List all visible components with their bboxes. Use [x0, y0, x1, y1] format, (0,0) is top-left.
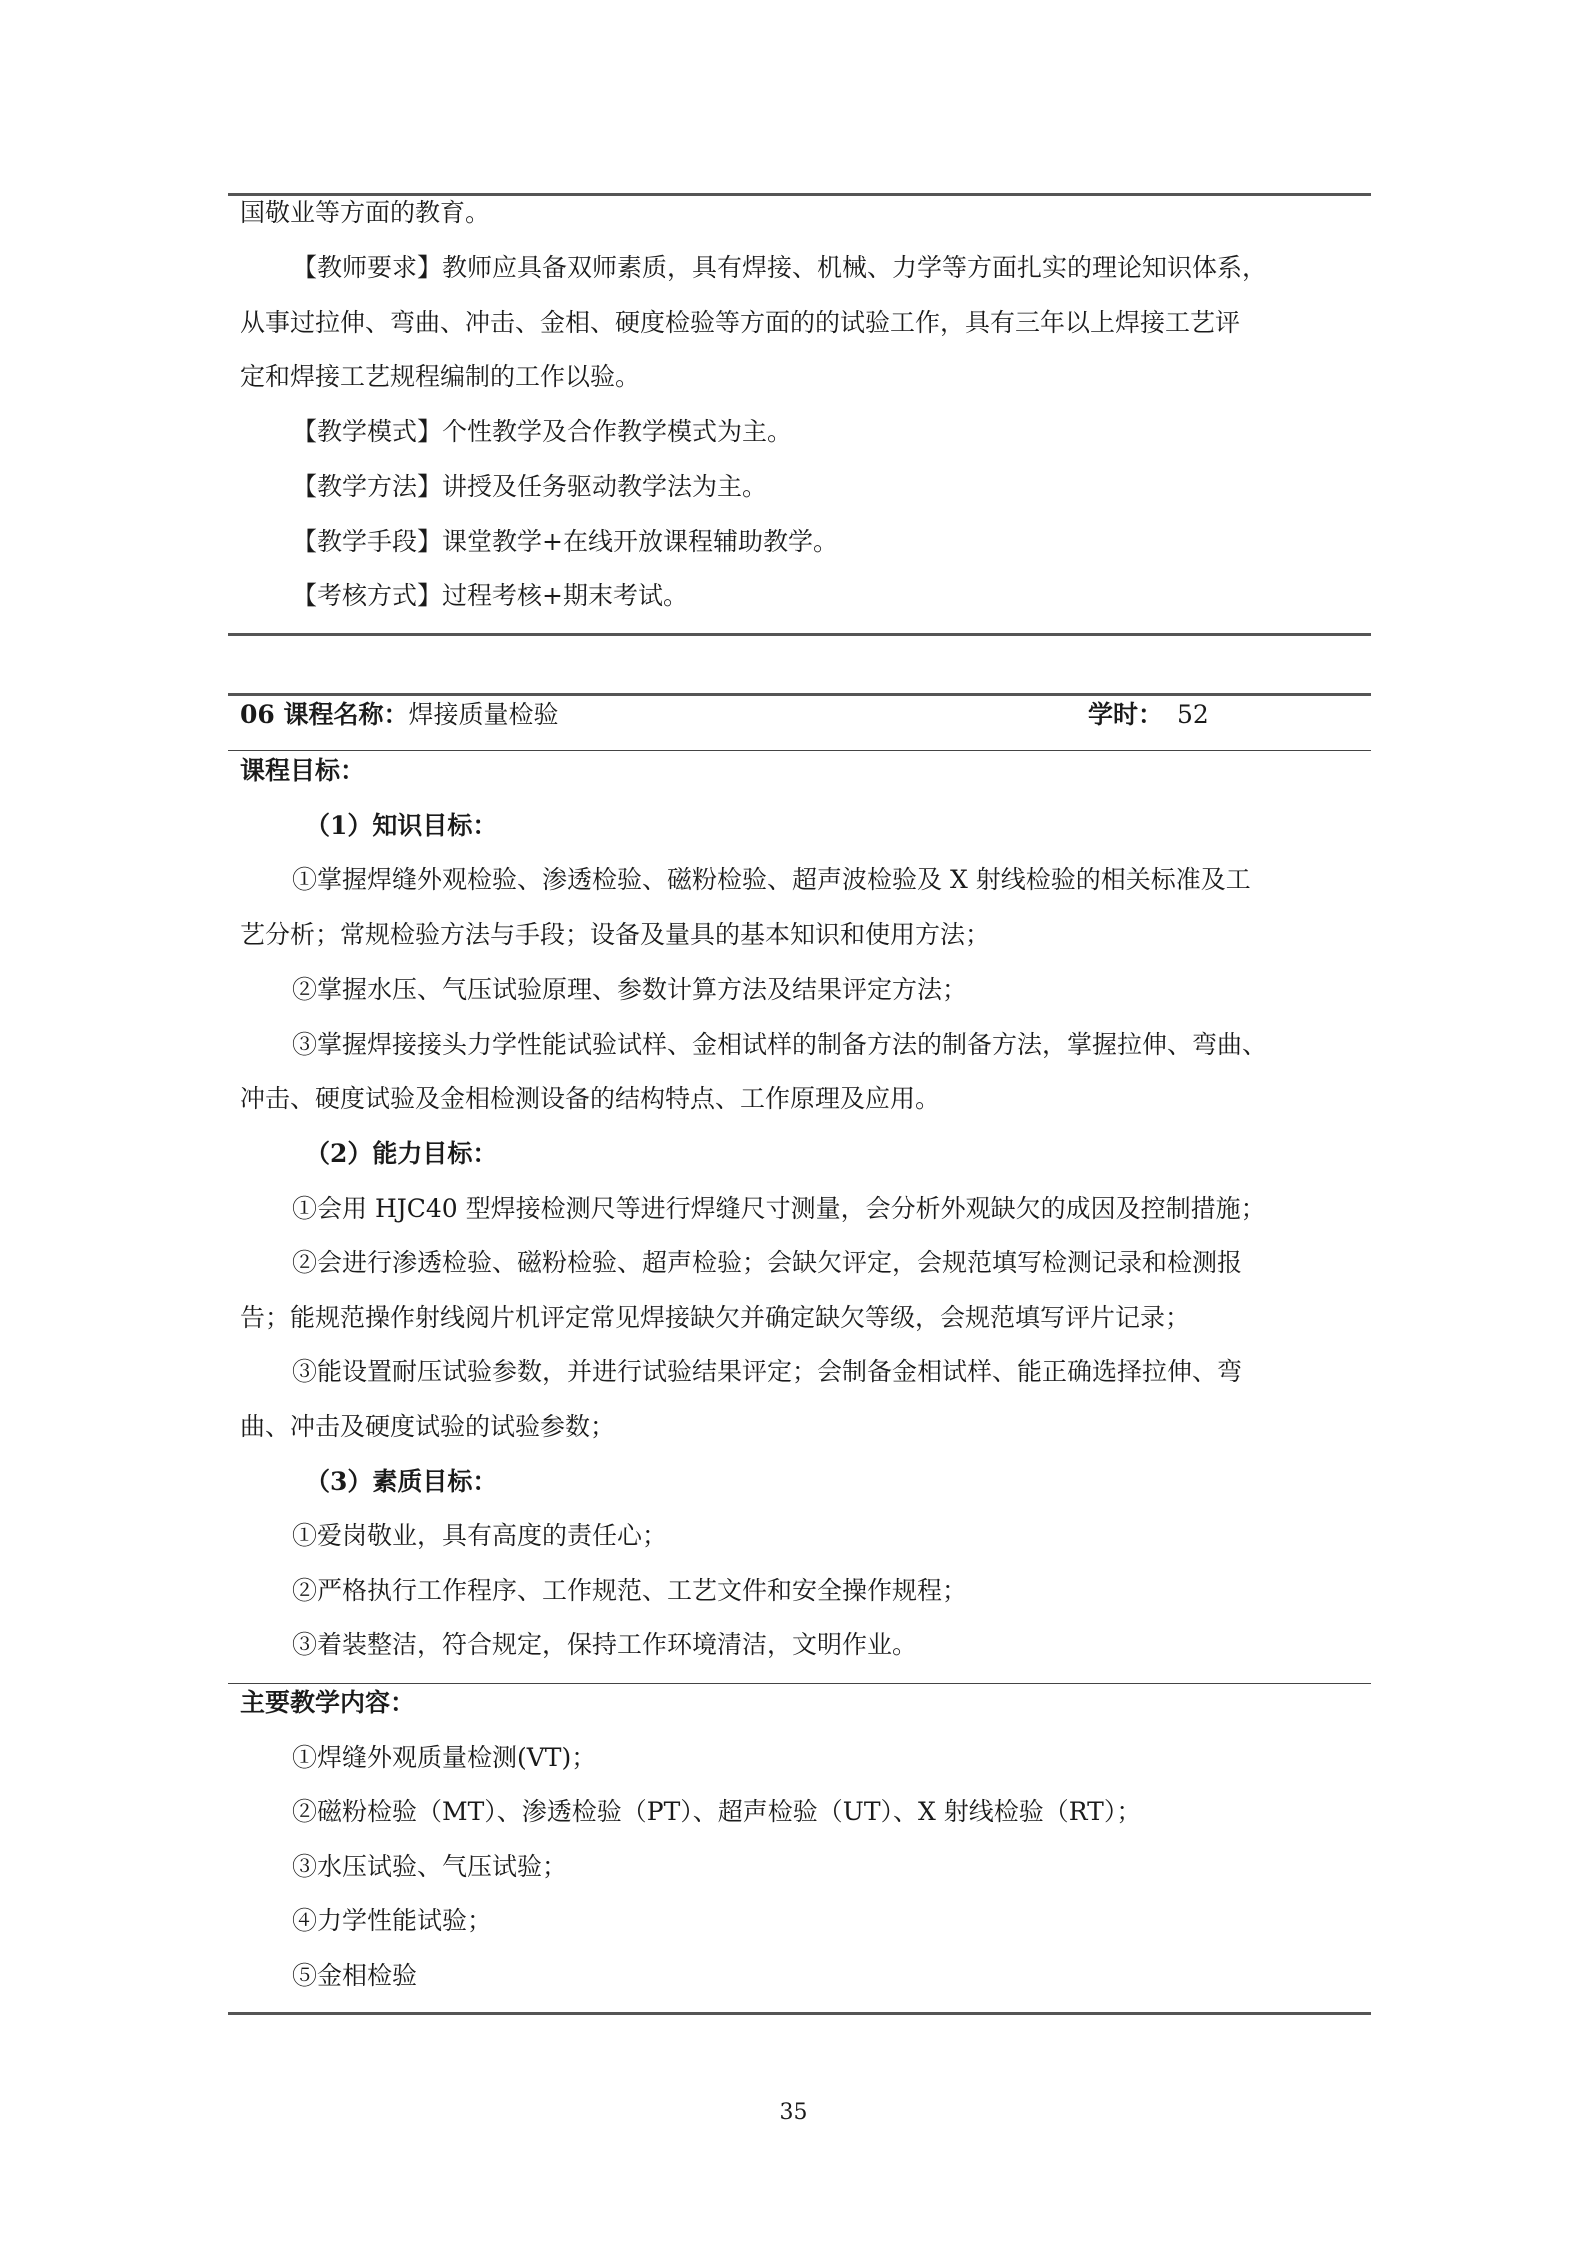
content-line-1: ①焊缝外观质量检测(VT)； — [292, 1743, 597, 1772]
content-line-4: ④力学性能试验； — [292, 1906, 493, 1935]
ability-line-4: ③能设置耐压试验参数，并进行试验结果评定；会制备金相试样、能正确选择拉伸、弯 — [292, 1357, 1243, 1386]
hours-value: 52 — [1177, 700, 1209, 729]
hours-label: 学时： — [1088, 700, 1164, 729]
content-title: 主要教学内容： — [240, 1688, 416, 1717]
carry-line: 国敬业等方面的教育。 — [240, 198, 491, 227]
ability-line-1: ①会用 HJC40 型焊接检测尺等进行焊缝尺寸测量，会分析外观缺欠的成因及控制措施； — [292, 1194, 1266, 1223]
quality-line-2: ②严格执行工作程序、工作规范、工艺文件和安全操作规程； — [292, 1576, 968, 1605]
quality-line-3: ③着装整洁，符合规定，保持工作环境清洁，文明作业。 — [292, 1630, 918, 1659]
ability-line-3: 告；能规范操作射线阅片机评定常见焊接缺欠并确定缺欠等级，会规范填写评片记录； — [240, 1303, 1191, 1332]
page-number: 35 — [779, 2100, 808, 2125]
teacher-req-line-3: 定和焊接工艺规程编制的工作以验。 — [240, 362, 641, 391]
course-header — [240, 700, 559, 730]
ability-line-2: ②会进行渗透检验、磁粉检验、超声检验；会缺欠评定，会规范填写检测记录和检测报 — [292, 1248, 1243, 1277]
teacher-req-line-2: 从事过拉伸、弯曲、冲击、金相、硬度检验等方面的的试验工作，具有三年以上焊接工艺评 — [240, 308, 1241, 337]
content-line-2: ②磁粉检验（MT）、渗透检验（PT）、超声检验（UT）、X 射线检验（RT）； — [292, 1797, 1142, 1826]
course-name: 焊接质量检验 — [408, 700, 559, 729]
quality-title: （3）素质目标： — [305, 1467, 498, 1496]
goals-end-rule — [228, 1683, 1371, 1684]
assessment: 【考核方式】过程考核+期末考试。 — [292, 581, 688, 610]
teacher-req-line-1: 【教师要求】教师应具备双师素质，具有焊接、机械、力学等方面扎实的理论知识体系， — [292, 253, 1268, 282]
knowledge-line-2: 艺分析；常规检验方法与手段；设备及量具的基本知识和使用方法； — [240, 920, 991, 949]
content-line-5: ⑤金相检验 — [292, 1961, 418, 1990]
teaching-method: 【教学方法】讲授及任务驱动教学法为主。 — [292, 472, 768, 501]
top-rule — [228, 193, 1371, 196]
teaching-means: 【教学手段】课堂教学+在线开放课程辅助教学。 — [292, 527, 838, 556]
ability-title: （2）能力目标： — [305, 1139, 498, 1168]
course-header-rule — [228, 750, 1371, 751]
knowledge-line-5: 冲击、硬度试验及金相检测设备的结构特点、工作原理及应用。 — [240, 1084, 941, 1113]
content-line-3: ③水压试验、气压试验； — [292, 1852, 568, 1881]
ability-line-5: 曲、冲击及硬度试验的试验参数； — [240, 1412, 616, 1441]
course-top-rule — [228, 693, 1371, 696]
knowledge-line-3: ②掌握水压、气压试验原理、参数计算方法及结果评定方法； — [292, 975, 968, 1004]
section-end-rule — [228, 633, 1371, 636]
quality-line-1: ①爱岗敬业，具有高度的责任心； — [292, 1521, 668, 1550]
course-number-label: 06 课程名称： — [240, 700, 409, 729]
knowledge-line-1: ①掌握焊缝外观检验、渗透检验、磁粉检验、超声波检验及 X 射线检验的相关标准及工 — [292, 865, 1251, 894]
teaching-mode: 【教学模式】个性教学及合作教学模式为主。 — [292, 417, 793, 446]
course-bottom-rule — [228, 2012, 1371, 2015]
goals-title: 课程目标： — [240, 756, 366, 785]
knowledge-title: （1）知识目标： — [305, 811, 498, 840]
course-hours — [1088, 700, 1209, 730]
knowledge-line-4: ③掌握焊接接头力学性能试验试样、金相试样的制备方法的制备方法，掌握拉伸、弯曲、 — [292, 1030, 1268, 1059]
